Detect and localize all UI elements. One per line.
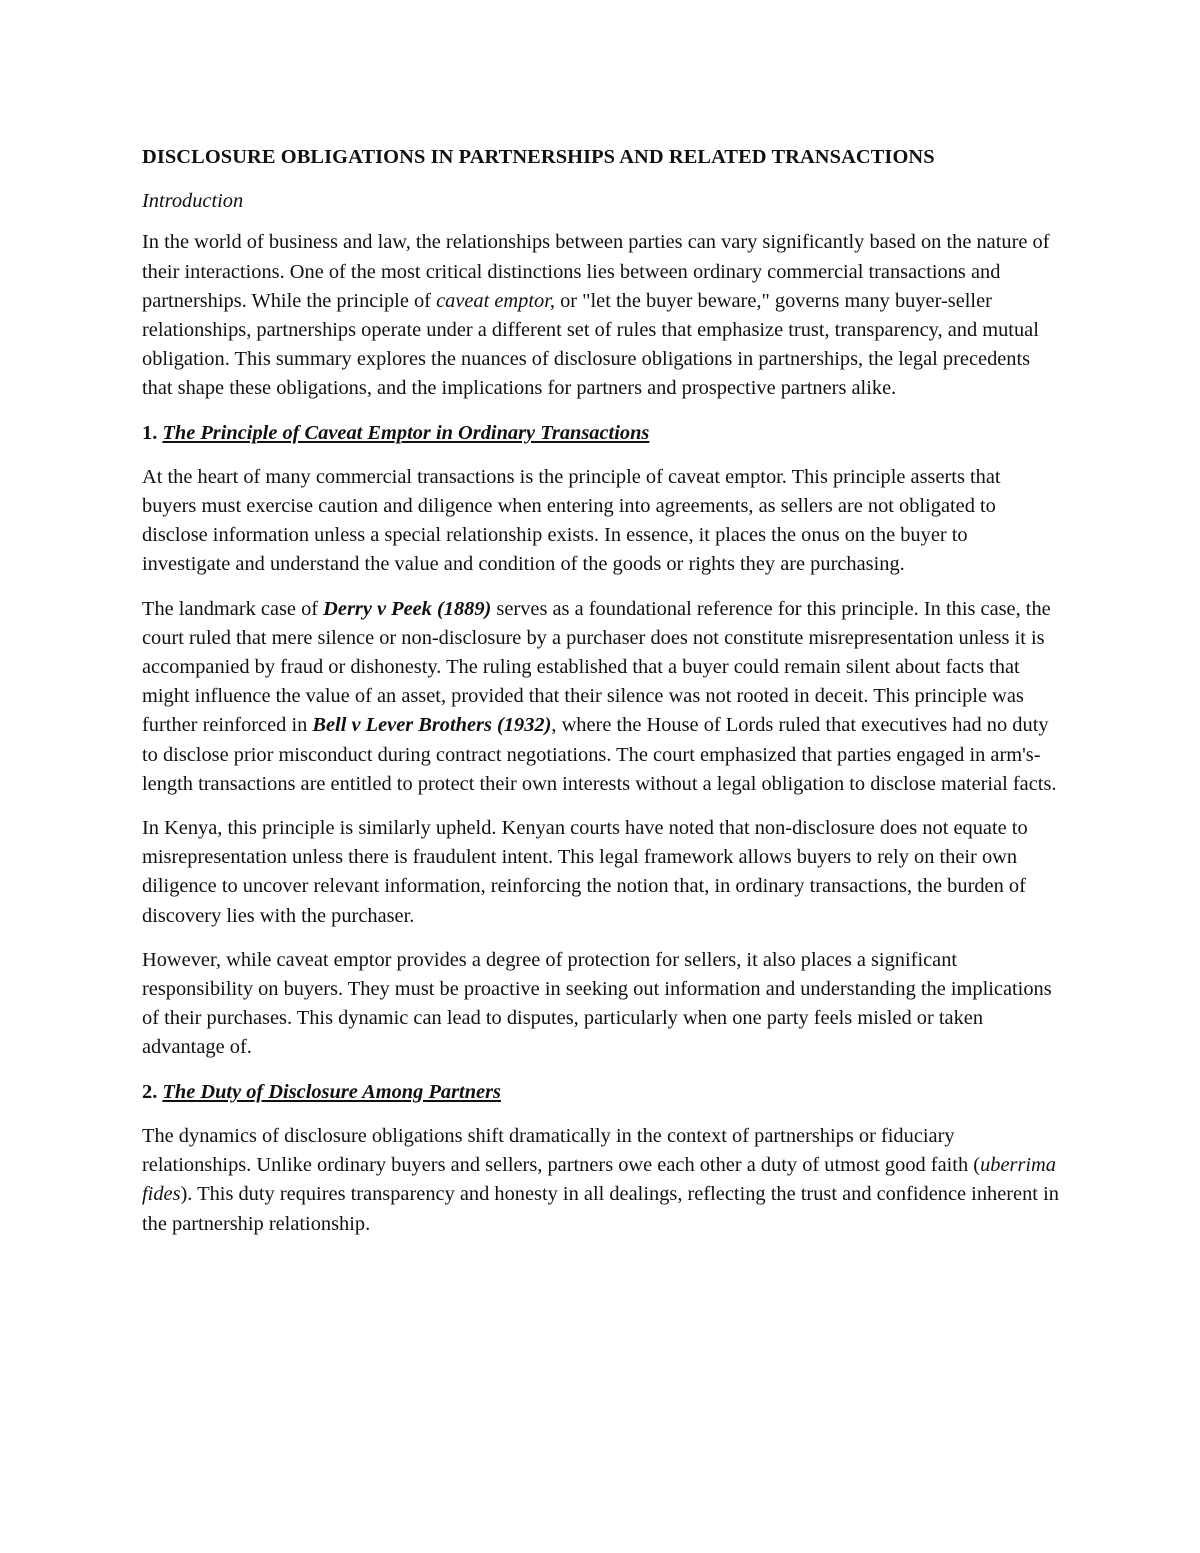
introduction-heading: Introduction bbox=[142, 190, 244, 213]
s1p2-text-b: serves as a foundational reference for this principle. In this case, the court ruled that mere silence or non-disclosure by a purchaser does not constitute misrepresentation unless it is accompanied by fraud or dishonesty. The ruling established that a buyer could remain silent about facts that might influence the value of an asset, provided that their silence was not rooted in deceit. This principle was further reinforced in bbox=[142, 597, 1051, 737]
section-2-paragraph-1 bbox=[142, 1122, 1060, 1239]
s1p2-text-a: The landmark case of bbox=[142, 597, 324, 620]
section-1-paragraph-4: However, while caveat emptor provides a degree of protection for sellers, it also places a significant responsibility on buyers. They must be proactive in seeking out information and understanding the implications of their purchases. This dynamic can lead to disputes, particularly when one party feels misled or taken advantage of. bbox=[142, 948, 1052, 1059]
document-body bbox=[142, 143, 1060, 1254]
section-2-heading bbox=[142, 1078, 1060, 1107]
s2p1-text-b: ). This duty requires transparency and honesty in all dealings, reflecting the trust and confidence inherent in the partnership relationship. bbox=[142, 1183, 1059, 1235]
case-bell-v-lever-brothers: Bell v Lever Brothers (1932) bbox=[312, 714, 552, 737]
intro-text-a: In the world of business and law, the relationships between parties can vary significantly based on the nature of their interactions. One of the most critical distinctions lies between ordinary commercial transactions and partnerships. While the principle of bbox=[142, 231, 1050, 312]
intro-text-b: or "let the buyer beware," governs many buyer-seller relationships, partnerships operate under a different set of rules that emphasize trust, transparency, and mutual obligation. This summary explores the nuances of disclosure obligations in partnerships, the legal precedents that shape these obligations, and the implications for partners and prospective partners alike. bbox=[142, 289, 1039, 400]
section-1-heading bbox=[142, 419, 1060, 448]
section-1-paragraph-2 bbox=[142, 595, 1060, 799]
s1p2-text-c: , where the House of Lords ruled that executives had no duty to disclose prior misconduct during contract negotiations. The court emphasized that parties engaged in arm's-length transactions are entitled to protect their own interests without a legal obligation to disclose material facts. bbox=[142, 714, 1057, 795]
document-title: DISCLOSURE OBLIGATIONS IN PARTNERSHIPS AND RELATED TRANSACTIONS bbox=[142, 146, 935, 168]
intro-caveat-emptor-term: caveat emptor, bbox=[436, 289, 555, 312]
section-1-paragraph-3: In Kenya, this principle is similarly upheld. Kenyan courts have noted that non-disclosure does not equate to misrepresentation unless there is fraudulent intent. This legal framework allows buyers to rely on their own diligence to uncover relevant information, reinforcing the notion that, in ordinary transactions, the burden of discovery lies with the purchaser. bbox=[142, 817, 1028, 927]
s2p1-text-a: The dynamics of disclosure obligations shift dramatically in the context of partnerships or fiduciary relationships. Unlike ordinary buyers and sellers, partners owe each other a duty of utmost good faith ( bbox=[142, 1124, 981, 1177]
section-2-number: 2. bbox=[142, 1080, 158, 1103]
section-1-paragraph-1: At the heart of many commercial transactions is the principle of caveat emptor. This principle asserts that buyers must exercise caution and diligence when entering into agreements, as sellers are not obligated to disclose information unless a special relationship exists. In essence, it places the onus on the buyer to investigate and understand the value and condition of the goods or rights they are purchasing. bbox=[142, 465, 1001, 576]
uberrima-fides-term: uberrima fides bbox=[142, 1154, 1056, 1206]
section-1-number: 1. bbox=[142, 421, 158, 444]
case-derry-v-peek: Derry v Peek (1889) bbox=[323, 597, 492, 620]
intro-paragraph bbox=[142, 228, 1060, 403]
section-1-title: The Principle of Caveat Emptor in Ordinary Transactions bbox=[162, 421, 650, 444]
section-2-title: The Duty of Disclosure Among Partners bbox=[162, 1080, 501, 1103]
